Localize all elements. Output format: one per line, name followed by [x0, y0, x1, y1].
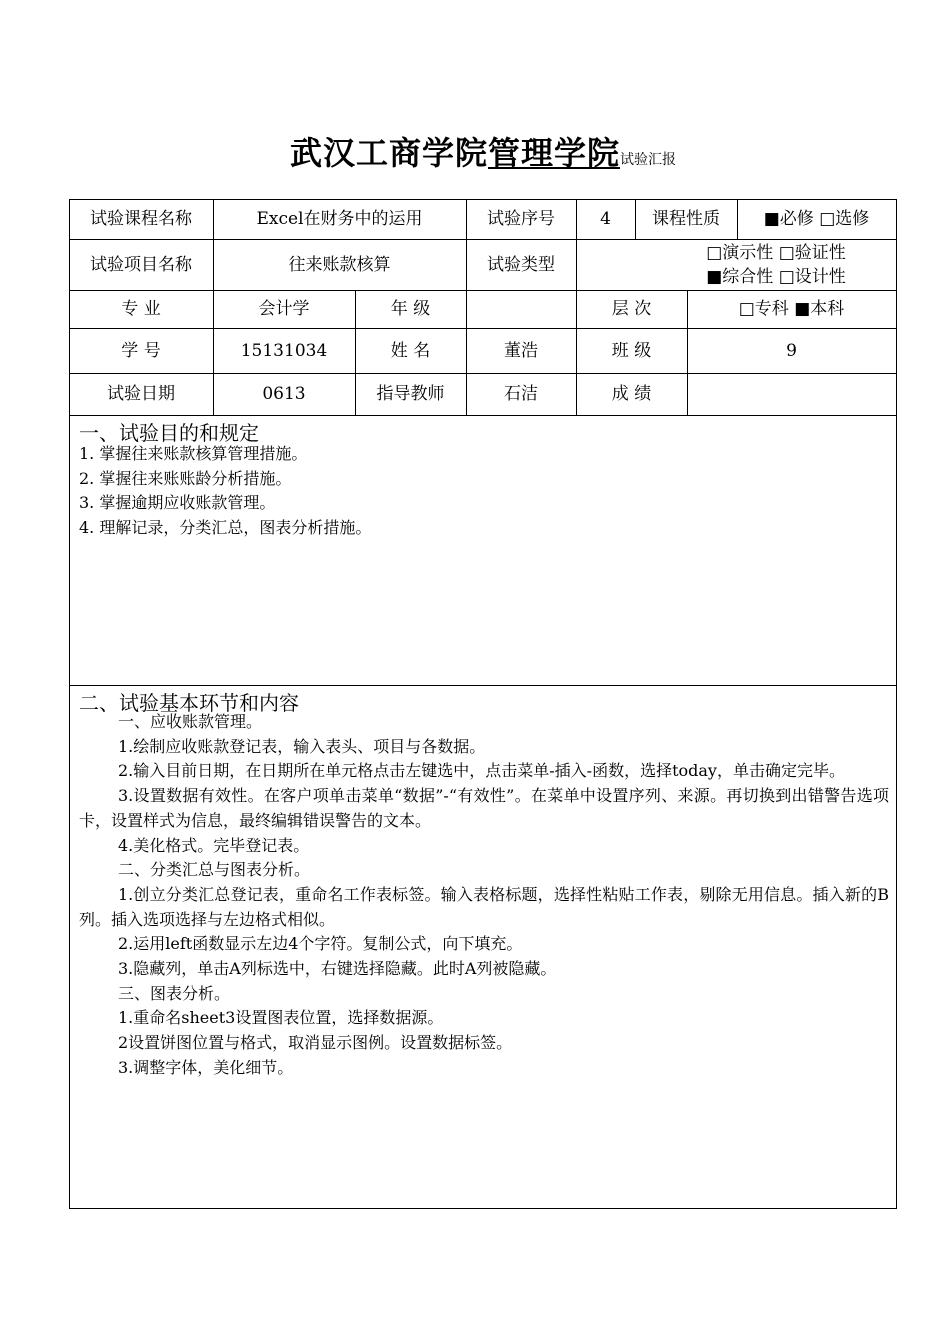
paragraph: 3.隐藏列，单击A列标选中，右键选择隐藏。此时A列被隐藏。: [118, 959, 557, 979]
experiment-seq-value: 4: [600, 209, 611, 229]
section1-heading: 一、试验目的和规定: [79, 421, 259, 445]
college-name: 管理学院: [488, 134, 621, 172]
score-value: [687, 373, 896, 415]
report-title: [0, 128, 950, 174]
student-name-label: 姓 名: [390, 340, 431, 361]
major-value: 会计学: [258, 299, 310, 319]
student-id-value: 15131034: [240, 340, 328, 361]
list-item: 1. 掌握往来账款核算管理措施。: [79, 444, 308, 463]
paragraph: 4.美化格式。完毕登记表。: [118, 835, 310, 855]
course-nature-label: 课程性质: [652, 209, 720, 229]
paragraph: 1.创立分类汇总登记表，重命名工作表标签。输入表格标题，选择性粘贴工作表，剔除无用信息。插入新的B列。插入选项选择与左边格式相似。: [79, 884, 889, 929]
student-id-label: 学 号: [121, 340, 161, 361]
experiment-date-value: 0613: [262, 384, 306, 404]
subheading: 二、分类汇总与图表分析。: [118, 860, 311, 880]
experiment-type-line1: □演示性 □验证性: [706, 242, 846, 263]
grade-value: [466, 290, 576, 328]
student-name-value: 董浩: [504, 340, 538, 361]
experiment-type-line2: ■综合性 □设计性: [706, 266, 846, 287]
section1-list: [79, 442, 889, 541]
paragraph: 2设置饼图位置与格式，取消显示图例。设置数据标签。: [118, 1033, 513, 1053]
paragraph: 1.绘制应收账款登记表，输入表头、项目与各数据。: [118, 736, 486, 756]
report-type: 试验汇报: [620, 152, 677, 168]
subheading: 一、应收账款管理。: [118, 712, 263, 731]
subheading: 三、图表分析。: [118, 983, 231, 1003]
level-label: 层 次: [611, 299, 652, 319]
paragraph: 1.重命名sheet3设置图表位置，选择数据源。: [118, 1008, 444, 1028]
list-item: 3. 掌握逾期应收账款管理。: [79, 493, 276, 513]
project-name-value: 往来账款核算: [288, 254, 391, 275]
experiment-type-label: 试验类型: [487, 254, 555, 275]
experiment-seq-label: 试验序号: [487, 209, 555, 229]
school-name: 武汉工商学院: [289, 134, 488, 172]
teacher-value: 石洁: [504, 384, 538, 404]
grade-label: 年 级: [390, 299, 431, 319]
class-value: 9: [786, 340, 797, 361]
list-item: 2. 掌握往来账账龄分析措施。: [79, 468, 292, 488]
course-name-value: Excel在财务中的运用: [256, 209, 423, 229]
major-label: 专 业: [121, 299, 161, 319]
paragraph: 3.调整字体，美化细节。: [118, 1057, 294, 1077]
section2-heading: 二、试验基本环节和内容: [79, 691, 299, 715]
course-name-label: 试验课程名称: [90, 209, 192, 229]
paragraph: 2.运用left函数显示左边4个字符。复制公式，向下填充。: [118, 934, 523, 954]
project-name-label: 试验项目名称: [90, 254, 192, 275]
experiment-date-label: 试验日期: [107, 384, 175, 404]
score-label: 成 绩: [611, 384, 652, 404]
class-label: 班 级: [611, 340, 652, 361]
teacher-label: 指导教师: [376, 384, 445, 404]
list-item: 4. 理解记录，分类汇总，图表分析措施。: [79, 518, 372, 538]
section2-content: [79, 710, 889, 1081]
course-nature-value: ■必修 □选修: [763, 209, 870, 229]
paragraph: 2.输入目前日期，在日期所在单元格点击左键选中，点击菜单-插入-函数，选择today，单击确定完毕。: [118, 761, 845, 781]
paragraph: 3.设置数据有效性。在客户项单击菜单“数据”-“有效性”。在菜单中设置序列、来源。再切换到出错警告选项卡，设置样式为信息，最终编辑错误警告的文本。: [79, 786, 889, 830]
experiment-type-value: [576, 239, 896, 290]
level-value: □专科 ■本科: [738, 299, 845, 319]
